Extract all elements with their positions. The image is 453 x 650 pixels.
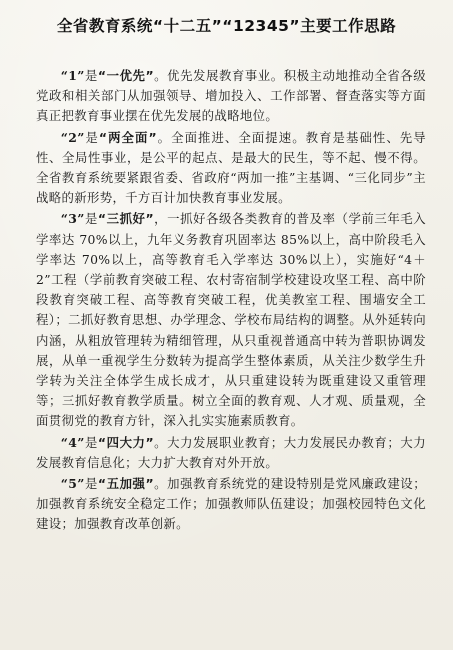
item-keyword: “两全面” xyxy=(98,129,157,145)
item-text: 。优先发展教育事业。积极主动地推动全省各级党政和相关部门从加强领导、增加投入、工作部署、督查落实等方面真正把教育事业摆在优先发展的战略地位。 xyxy=(36,68,426,124)
item-verb: 是 xyxy=(84,211,98,227)
item-verb: 是 xyxy=(84,68,98,83)
item-keyword: “五加强” xyxy=(97,476,154,492)
item-text: 。加强教育系统党的建设特别是党风廉政建设；加强教育系统安全稳定工作；加强教师队伍建设；加强校园特色文化建设；加强教育改革创新。 xyxy=(36,476,426,532)
document-body xyxy=(36,66,426,535)
document-title: 全省教育系统“十二五”“12345”主要工作思路 xyxy=(56,17,397,35)
item-verb: 是 xyxy=(84,434,98,450)
paragraph-4 xyxy=(36,433,426,473)
item-text: 。全面推进、全面提速。教育是基础性、先导性、全局性事业，是公平的起点、是最大的民生，等不起、慢不得。全省教育系统要紧跟省委、省政府“两加一推”主基调、“三化同步”主战略的新形势，千方百计加快教育事业发展。 xyxy=(36,129,426,206)
paragraph-2 xyxy=(36,128,426,209)
item-verb: 是 xyxy=(84,129,99,145)
paragraph-1 xyxy=(36,66,426,127)
item-number: “1” xyxy=(60,68,85,83)
item-verb: 是 xyxy=(84,476,98,492)
item-keyword: “一优先” xyxy=(97,68,154,83)
item-number: “3” xyxy=(60,211,85,227)
item-keyword: “三抓好” xyxy=(97,211,154,227)
item-number: “4” xyxy=(60,434,85,450)
item-keyword: “四大力” xyxy=(97,434,154,450)
item-number: “2” xyxy=(60,129,85,145)
paragraph-5 xyxy=(36,474,426,535)
item-text: 。大力发展职业教育；大力发展民办教育；大力发展教育信息化；大力扩大教育对外开放。 xyxy=(36,434,426,470)
item-number: “5” xyxy=(60,476,85,492)
paragraph-3 xyxy=(36,209,426,431)
item-text: ，一抓好各级各类教育的普及率（学前三年毛入学率达 70%以上，九年义务教育巩固率达 85%以上，高中阶段毛入学率达 70%以上，高等教育毛入学率达 30%以上），实施好“4＋2”工程（学前教育突破工程、农村寄宿制学校建设攻坚工程、高中阶段教育突破工程、高等教育突破工程，优美教室工程、围墙安全工程）；二抓好教育思想、办学理念、学校布局结构的调整。从外延转向内涵，从粗放管理转为精细管理，从只重视普通高中转为普职协调发展，从单一重视学生分数转为提高学生整体素质，从关注少数学生升学转为关注全体学生成长成才，从只重建设转为既重建设又重管理等；三抓好教育教学质量。树立全面的教育观、人才观、质量观，全面贯彻党的教育方针，深入扎实实施素质教育。 xyxy=(36,211,426,429)
